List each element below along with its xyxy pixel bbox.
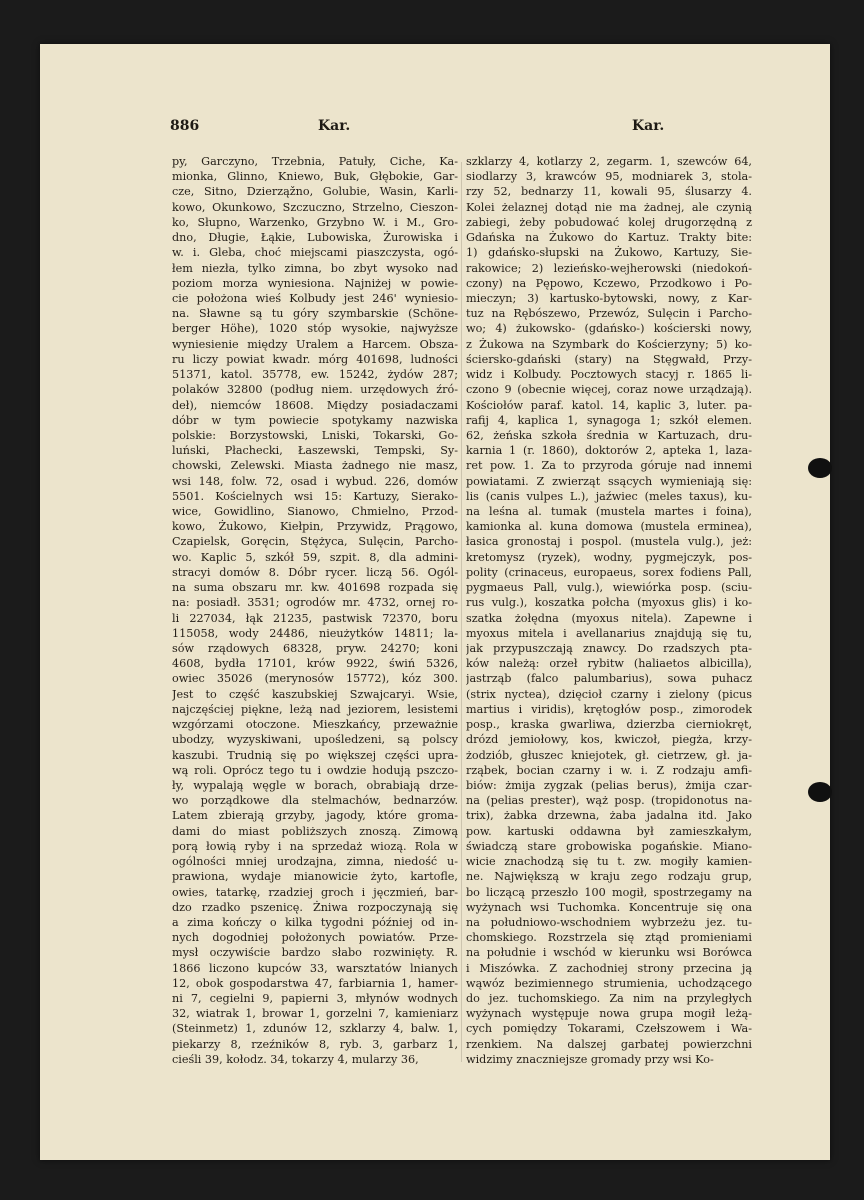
text-line: 12, obok gospodarstwa 47, farbiarnia 1, hamer-: [172, 976, 458, 990]
text-line: rus vulg.), koszatka połcha (myoxus glis) i ko-: [466, 596, 752, 610]
text-line: nych dogodniej położonych powiatów. Prze-: [172, 931, 458, 945]
text-line: ły, wypalają węgle w borach, obrabiają drze-: [172, 778, 458, 792]
text-line: myoxus mitela i avellanarius znajdują się tu,: [466, 626, 752, 640]
text-line: Latem zbierają grzyby, jagody, które groma-: [172, 809, 458, 823]
text-line: polity (crinaceus, europaeus, sorex fodiens Pall,: [466, 565, 752, 579]
text-line: 115058, wody 24486, nieużytków 14811; la-: [172, 626, 458, 640]
text-line: ru liczy powiat kwadr. mórg 401698, ludności: [172, 352, 458, 366]
text-line: 5501. Kościelnych wsi 15: Kartuzy, Sierako-: [172, 489, 458, 503]
text-line: ubodzy, wyzyskiwani, upośledzeni, są polscy: [172, 733, 458, 747]
text-line: siodlarzy 3, krawców 95, modniarek 3, stola-: [466, 170, 752, 184]
text-line: deł), niemców 18608. Między posiadaczami: [172, 398, 458, 412]
text-line: karnia 1 (r. 1860), doktorów 2, apteka 1, laza-: [466, 444, 752, 458]
text-line: dóbr w tym powiecie spotykamy nazwiska: [172, 413, 458, 427]
text-line: szklarzy 4, kotlarzy 2, zegarm. 1, szewców 64,: [466, 155, 752, 168]
text-line: cie położona wieś Kolbudy jest 246' wyniesio-: [172, 291, 458, 305]
text-line: 62, żeńska szkoła średnia w Kartuzach, dru-: [466, 428, 752, 442]
text-line: tuz na Rębószewo, Przewóz, Sulęcin i Parcho-: [466, 307, 752, 321]
text-line: Kościołów paraf. katol. 14, kaplic 3, luter. pa-: [466, 398, 752, 412]
text-line: wyżynach wsi Tuchomka. Koncentruje się ona: [466, 900, 752, 914]
text-line: stracyi domów 8. Dóbr rycer. liczą 56. Ogól-: [172, 565, 458, 579]
text-line: pygmaeus Pall, vulg.), wiewiórka posp. (sciu-: [466, 581, 752, 595]
text-line: polaków 32800 (podług niem. urzędowych źró-: [172, 383, 458, 397]
book-page: [40, 44, 830, 1160]
text-line: chomskiego. Rozstrzela się ztąd promieniami: [466, 931, 752, 945]
text-line: rzy 52, bednarzy 11, kowali 95, ślusarzy 4.: [466, 185, 752, 199]
text-line: łasica gronostaj i pospol. (mustela vulg.), jeż:: [466, 535, 752, 549]
text-line: czono 9 (obecnie więcej, coraz nowe urządzają).: [466, 383, 752, 397]
text-line: na leśna al. tumak (mustela martes i foina),: [466, 505, 752, 519]
text-line: na suma obszaru mr. kw. 401698 rozpada się: [172, 581, 458, 595]
text-line: prawiona, wydaje mianowicie żyto, kartofle,: [172, 870, 458, 884]
text-line: rafij 4, kaplica 1, synagoga 1; szkół elemen.: [466, 413, 752, 427]
text-line: ścierskо-gdański (stary) na Stęgwałd, Przy-: [466, 352, 752, 366]
text-line: 1866 liczono kupców 33, warsztatów lnianych: [172, 961, 458, 975]
text-line: 51371, katol. 35778, ew. 15242, żydów 287;: [172, 368, 458, 382]
text-line: wo; 4) żukowsko- (gdańsko-) kościerski nowy,: [466, 322, 752, 336]
text-line: wąwóz bezimiennego strumienia, uchodzącego: [466, 976, 752, 990]
text-line: sów rządowych 68328, pryw. 24270; koni: [172, 642, 458, 655]
text-line: pow. kartuski oddawna był zamieszkałym,: [466, 824, 752, 838]
text-line: Czapielsk, Goręcin, Stężyca, Sulęcin, Parcho-: [172, 535, 458, 549]
text-line: kaszubi. Trudnią się po większej części upra-: [172, 748, 458, 762]
text-line: na południe i wschód w kierunku wsi Borówca: [466, 946, 752, 960]
text-line: wice, Gowidlino, Sianowo, Chmielno, Przod-: [172, 505, 458, 519]
text-line: wą roli. Oprócz tego tu i owdzie hodują pszczo-: [172, 763, 458, 777]
text-line: martius i viridis), krętogłów posp., zimorodek: [466, 702, 752, 716]
text-line: na południowo-wschodniem wybrzeżu jez. tu-: [466, 915, 752, 929]
text-line: drózd jemiołowy, kos, kwiczoł, piegża, krzy-: [466, 733, 752, 747]
text-line: najczęściej piękne, leżą nad jeziorem, lesistemi: [172, 702, 458, 716]
text-line: py, Garczyno, Trzebnia, Patuły, Ciche, Ka-: [172, 155, 458, 168]
text-line: na. Sławne są tu góry szymbarskie (Schöne-: [172, 307, 458, 321]
text-line: piekarzy 8, rzeźników 8, ryb. 3, garbarz 1,: [172, 1037, 458, 1051]
text-line: żodziób, głuszec kniejotek, gł. cietrzew, gł. ja-: [466, 748, 752, 762]
text-line: 32, wiatrak 1, browar 1, gorzelni 7, kamieniarz: [172, 1007, 458, 1021]
text-line: widzimy znaczniejsze gromady przy wsi Ko-: [466, 1052, 714, 1066]
text-line: chowski, Zelewski. Miasta żadnego nie masz,: [172, 459, 458, 473]
text-line: kretomysz (ryzek), wodny, pygmejczyk, pos-: [466, 550, 752, 564]
text-line: berger Höhe), 1020 stóp wysokie, najwyższe: [172, 322, 458, 336]
text-line: Gdańska na Żukowo do Kartuz. Trakty bite:: [466, 231, 752, 245]
text-line: owiec 35026 (merynosów 15772), kóz 300.: [172, 672, 458, 686]
text-line: posp., kraska gwarliwa, dzierzba cierniokręt,: [466, 718, 752, 732]
text-line: owies, tatarkę, rzadziej groch i jęczmień, bar-: [172, 885, 458, 899]
text-line: (Steinmetz) 1, zdunów 12, szklarzy 4, balw. 1,: [172, 1022, 458, 1036]
right-running-head: Kar.: [632, 118, 665, 134]
text-line: polskie: Borzystowski, Lniski, Tokarski, Go-: [172, 428, 458, 442]
text-line: li 227034, łąk 21235, pastwisk 72370, boru: [172, 611, 458, 625]
text-line: i Miszówka. Z zachodniej strony przecina ją: [466, 961, 752, 975]
binding-hole-bottom: [808, 782, 832, 802]
text-line: biów: żmija zygzak (pelias berus), żmija czar-: [466, 778, 752, 792]
text-line: poziom morza wyniesiona. Najniżej w powie-: [172, 276, 458, 290]
text-line: mionka, Glinno, Kniewo, Buk, Głębokie, Gar-: [172, 170, 458, 184]
text-line: cze, Sitno, Dzierząžno, Golubie, Wasin, Karli-: [172, 185, 458, 199]
text-line: dno, Długie, Łąkie, Lubowiska, Żurowiska i: [172, 231, 458, 245]
text-line: trix), żabka drzewna, żaba jadalna itd. Jako: [466, 809, 752, 823]
text-line: do jez. tuchomskiego. Za nim na przyległych: [466, 992, 752, 1006]
text-line: wsi 148, folw. 72, osad i wybud. 226, domów: [172, 474, 458, 488]
text-line: cieśli 39, kołodz. 34, tokarzy 4, mularzy 36,: [172, 1052, 419, 1066]
text-line: porą łowią ryby i na sprzedaż wiozą. Rola w: [172, 839, 458, 853]
text-line: zabiegi, żeby pobudować kolej drugorzędną z: [466, 215, 752, 229]
text-line: Jest to część kaszubskiej Szwajcaryi. Wsie,: [172, 687, 458, 701]
text-line: jak przypuszczają znawcy. Do rzadszych pta-: [466, 642, 752, 655]
binding-hole-top: [808, 458, 832, 478]
text-line: cych pomiędzy Tokarami, Czełszowem i Wa-: [466, 1022, 752, 1036]
text-line: szatka żołędna (myoxus nitela). Zapewne i: [466, 611, 752, 625]
text-line: ko, Słupno, Warzenko, Grzybno W. i M., Gro-: [172, 215, 458, 229]
text-line: wyżynach występuje nowa grupa mogił leżą-: [466, 1007, 752, 1021]
text-line: ni 7, cegielni 9, papierni 3, młynów wodnych: [172, 992, 458, 1006]
text-line: luński, Płachecki, Łaszewski, Tempski, Sy-: [172, 444, 458, 458]
text-line: wicie znachodzą się tu t. zw. mogiły kamien-: [466, 855, 752, 869]
text-line: lis (canis vulpes L.), jaźwiec (meles taxus), ku-: [466, 489, 752, 503]
text-line: bo liczącą przeszło 100 mogił, spostrzegamy na: [466, 885, 752, 899]
text-line: na (pelias prester), wąż posp. (tropidonotus na-: [466, 794, 752, 808]
text-line: kamionka al. kuna domowa (mustela erminea),: [466, 520, 752, 534]
text-line: w. i. Gleba, choć miejscami piaszczysta, ogó-: [172, 246, 458, 260]
text-line: kowo, Okunkowo, Szczuczno, Strzelno, Cieszon-: [172, 200, 458, 214]
text-line: ków należą: orzeł rybitw (haliaetos albicilla),: [466, 657, 752, 671]
left-running-head: Kar.: [318, 118, 351, 134]
text-line: mysł oczywiście bardzo słabo rozwinięty. R.: [172, 946, 458, 960]
text-line: ogólności mniej urodzajna, zimna, niedość u-: [172, 855, 458, 869]
text-line: 4608, bydła 17101, krów 9922, świń 5326,: [172, 657, 458, 671]
text-line: wo porządkowe dla stelmachów, bednarzów.: [172, 794, 458, 808]
text-line: rzenkiem. Na dalszej garbatej powierzchni: [466, 1037, 752, 1051]
running-header: [170, 118, 680, 140]
text-line: (strix nyctea), dzięcioł czarny i zielony (picus: [466, 687, 752, 701]
text-line: Kolei żelaznej dotąd nie ma żadnej, ale czynią: [466, 200, 752, 214]
text-line: wo. Kaplic 5, szkół 59, szpit. 8, dla admini-: [172, 550, 458, 564]
text-line: widz i Kolbudy. Pocztowych stacyj r. 1865 li-: [466, 368, 752, 382]
text-line: łem niezła, tylko zimna, bo zbyt wysoko nad: [172, 261, 458, 275]
text-line: a zima kończy o kilka tygodni później od in-: [172, 915, 458, 929]
text-line: świadczą stare grobowiska pogańskie. Miano-: [466, 839, 752, 853]
text-line: 1) gdańsko-słupski na Żukowo, Kartuzy, Sie-: [466, 246, 752, 260]
text-line: rakowice; 2) lezieńsko-wejherowski (niedokoń-: [466, 261, 752, 275]
text-line: powiatami. Z zwierząt ssących wymieniają się:: [466, 474, 752, 488]
right-text-column: [466, 154, 752, 1068]
text-line: rząbek, bocian czarny i w. i. Z rodzaju amfi-: [466, 763, 752, 777]
text-line: ne. Największą w kraju zego rodzaju grup,: [466, 870, 752, 884]
text-line: mieczyn; 3) kartusko-bytowski, nowy, z Kar-: [466, 291, 752, 305]
text-line: z Żukowa na Szymbark do Kościerzyny; 5) ko-: [466, 337, 752, 351]
text-line: wzgórzami otoczone. Mieszkańcy, przeważnie: [172, 718, 458, 732]
text-line: kowo, Żukowo, Kiełpin, Przywidz, Prągowo,: [172, 520, 458, 534]
text-line: czony) na Pępowo, Kczewo, Przodkowo i Po-: [466, 276, 752, 290]
text-line: ret pow. 1. Za to przyroda góruje nad innemi: [466, 459, 752, 473]
text-line: wyniesienie między Uralem a Harcem. Obsza-: [172, 337, 458, 351]
text-line: jastrząb (falco palumbarius), sowa puhacz: [466, 672, 752, 686]
text-line: dami do miast pobliższych znoszą. Zimową: [172, 824, 458, 838]
left-text-column: [172, 154, 458, 1068]
text-line: dzo rzadko pszenicę. Żniwa rozpoczynają się: [172, 900, 458, 914]
page-number: 886: [170, 118, 200, 134]
text-line: na: posiadł. 3531; ogrodów mr. 4732, ornej ro-: [172, 596, 458, 610]
column-divider: [461, 162, 462, 1062]
